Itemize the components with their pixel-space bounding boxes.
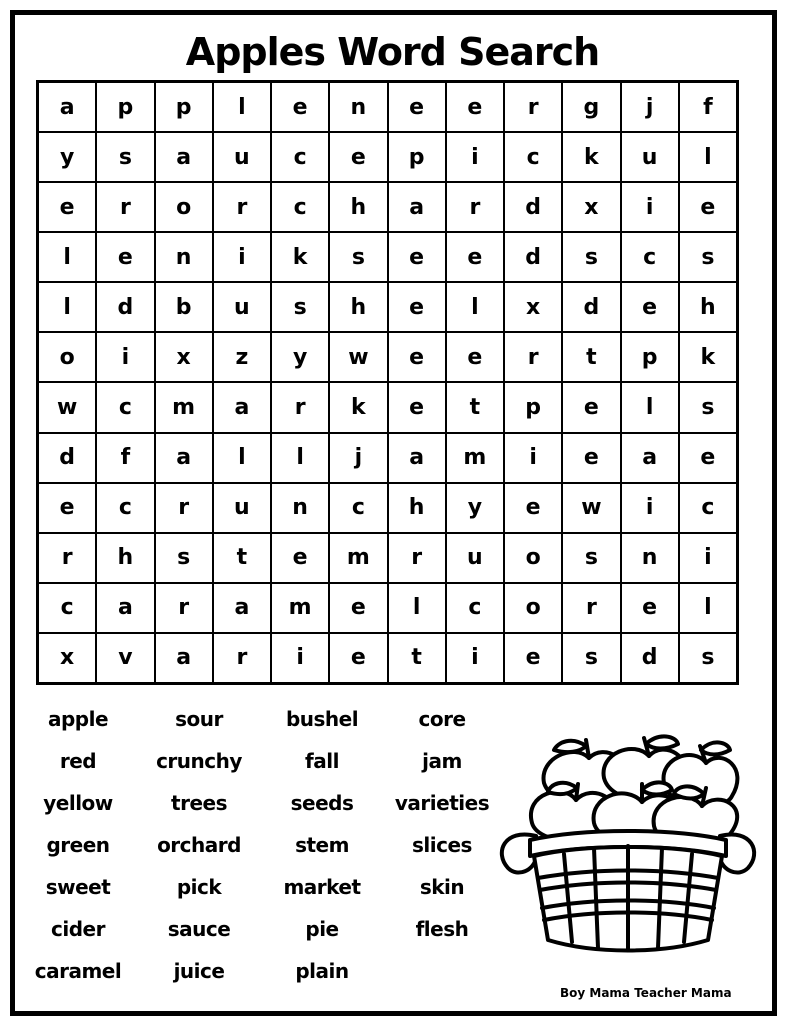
grid-cell: d <box>503 231 563 283</box>
grid-cell: s <box>154 532 214 584</box>
grid-cell: a <box>37 81 97 133</box>
grid-cell: s <box>95 131 155 183</box>
word-bank-item: flesh <box>415 917 469 941</box>
grid-cell: m <box>270 582 330 634</box>
grid-cell: k <box>561 131 621 183</box>
grid-cell: y <box>270 331 330 383</box>
grid-cell: s <box>561 632 621 684</box>
grid-cell: r <box>154 482 214 534</box>
word-bank-item: jam <box>422 749 462 773</box>
grid-cell: j <box>328 432 388 484</box>
grid-cell: x <box>561 181 621 233</box>
grid-cell: s <box>270 281 330 333</box>
page-title: Apples Word Search <box>185 30 600 74</box>
letter-grid <box>36 80 739 685</box>
grid-cell: h <box>678 281 738 333</box>
grid-cell: s <box>678 381 738 433</box>
grid-cell: e <box>270 81 330 133</box>
grid-cell: y <box>445 482 505 534</box>
grid-cell: w <box>328 331 388 383</box>
word-bank-item: stem <box>295 833 349 857</box>
grid-cell: i <box>678 532 738 584</box>
grid-cell: u <box>212 131 272 183</box>
grid-cell: r <box>212 632 272 684</box>
grid-cell: o <box>154 181 214 233</box>
grid-cell: e <box>387 381 447 433</box>
word-bank-item: yellow <box>43 791 113 815</box>
word-bank-item: sweet <box>45 875 111 899</box>
grid-cell: i <box>95 331 155 383</box>
grid-cell: r <box>212 181 272 233</box>
grid-cell: i <box>620 181 680 233</box>
grid-cell: e <box>328 632 388 684</box>
grid-cell: i <box>212 231 272 283</box>
word-bank-item: slices <box>412 833 472 857</box>
grid-cell: e <box>445 331 505 383</box>
word-bank-item: caramel <box>34 959 122 983</box>
grid-cell: n <box>154 231 214 283</box>
grid-cell: y <box>37 131 97 183</box>
grid-cell: a <box>620 432 680 484</box>
grid-cell: i <box>620 482 680 534</box>
grid-cell: h <box>95 532 155 584</box>
word-bank-item: sour <box>175 707 223 731</box>
grid-cell: w <box>561 482 621 534</box>
grid-cell: z <box>212 331 272 383</box>
grid-cell: r <box>503 81 563 133</box>
apple-basket-icon <box>494 728 762 958</box>
grid-cell: r <box>95 181 155 233</box>
grid-cell: g <box>561 81 621 133</box>
grid-cell: l <box>678 131 738 183</box>
grid-cell: h <box>328 281 388 333</box>
credit-text: Boy Mama Teacher Mama <box>560 986 732 1000</box>
grid-cell: r <box>445 181 505 233</box>
grid-cell: e <box>678 432 738 484</box>
grid-cell: a <box>212 582 272 634</box>
grid-cell: c <box>95 381 155 433</box>
grid-cell: l <box>445 281 505 333</box>
grid-cell: h <box>328 181 388 233</box>
grid-cell: k <box>678 331 738 383</box>
grid-cell: x <box>154 331 214 383</box>
grid-cell: r <box>561 582 621 634</box>
word-bank-item: red <box>59 749 97 773</box>
grid-cell: c <box>445 582 505 634</box>
grid-cell: i <box>445 131 505 183</box>
grid-cell: e <box>445 81 505 133</box>
grid-cell: d <box>561 281 621 333</box>
grid-cell: s <box>561 532 621 584</box>
grid-cell: d <box>620 632 680 684</box>
grid-cell: a <box>154 632 214 684</box>
grid-cell: t <box>561 331 621 383</box>
grid-cell: p <box>620 331 680 383</box>
grid-cell: p <box>387 131 447 183</box>
grid-cell: c <box>620 231 680 283</box>
grid-cell: r <box>270 381 330 433</box>
grid-cell: e <box>37 482 97 534</box>
grid-cell: p <box>503 381 563 433</box>
grid-cell: i <box>503 432 563 484</box>
grid-cell: p <box>154 81 214 133</box>
grid-cell: m <box>328 532 388 584</box>
grid-cell: e <box>503 482 563 534</box>
grid-cell: s <box>678 632 738 684</box>
word-bank-item: juice <box>173 959 225 983</box>
grid-cell: t <box>445 381 505 433</box>
grid-cell: c <box>270 131 330 183</box>
grid-cell: k <box>270 231 330 283</box>
word-bank-item: market <box>283 875 361 899</box>
word-bank-item: green <box>46 833 110 857</box>
word-bank-item: crunchy <box>156 749 242 773</box>
grid-cell: a <box>387 432 447 484</box>
grid-cell: p <box>95 81 155 133</box>
grid-cell: j <box>620 81 680 133</box>
grid-cell: e <box>387 81 447 133</box>
grid-cell: l <box>37 281 97 333</box>
word-bank-item: varieties <box>394 791 490 815</box>
grid-cell: b <box>154 281 214 333</box>
word-bank-item: orchard <box>157 833 241 857</box>
grid-cell: u <box>212 482 272 534</box>
grid-cell: r <box>503 331 563 383</box>
grid-cell: n <box>328 81 388 133</box>
grid-cell: e <box>620 281 680 333</box>
word-bank <box>30 698 500 990</box>
grid-cell: l <box>270 432 330 484</box>
grid-cell: c <box>270 181 330 233</box>
word-bank-item: pie <box>305 917 339 941</box>
grid-cell: c <box>95 482 155 534</box>
word-bank-item: fall <box>305 749 339 773</box>
word-bank-item: core <box>418 707 466 731</box>
grid-cell: e <box>37 181 97 233</box>
word-bank-item: trees <box>171 791 227 815</box>
grid-cell: x <box>503 281 563 333</box>
grid-cell: n <box>270 482 330 534</box>
grid-cell: e <box>561 432 621 484</box>
grid-cell: e <box>387 281 447 333</box>
grid-cell: e <box>445 231 505 283</box>
grid-cell: e <box>503 632 563 684</box>
grid-cell: n <box>620 532 680 584</box>
grid-cell: o <box>503 582 563 634</box>
grid-cell: v <box>95 632 155 684</box>
grid-cell: l <box>212 432 272 484</box>
grid-cell: e <box>95 231 155 283</box>
grid-cell: e <box>387 331 447 383</box>
grid-cell: a <box>95 582 155 634</box>
grid-cell: c <box>37 582 97 634</box>
word-bank-item: sauce <box>167 917 231 941</box>
grid-cell: r <box>37 532 97 584</box>
word-bank-item: seeds <box>290 791 354 815</box>
grid-cell: m <box>445 432 505 484</box>
grid-cell: c <box>503 131 563 183</box>
grid-cell: t <box>387 632 447 684</box>
grid-cell: t <box>212 532 272 584</box>
grid-cell: u <box>620 131 680 183</box>
grid-cell: l <box>678 582 738 634</box>
grid-cell: d <box>95 281 155 333</box>
grid-cell: a <box>212 381 272 433</box>
word-bank-item: cider <box>51 917 105 941</box>
grid-cell: a <box>387 181 447 233</box>
grid-cell: a <box>154 131 214 183</box>
word-bank-item: pick <box>176 875 222 899</box>
grid-cell: r <box>154 582 214 634</box>
grid-cell: l <box>620 381 680 433</box>
word-bank-item: apple <box>47 707 109 731</box>
grid-cell: e <box>387 231 447 283</box>
grid-cell: m <box>154 381 214 433</box>
grid-cell: e <box>620 582 680 634</box>
grid-cell: a <box>154 432 214 484</box>
grid-cell: s <box>561 231 621 283</box>
grid-cell: d <box>37 432 97 484</box>
grid-cell: e <box>270 532 330 584</box>
grid-cell: c <box>678 482 738 534</box>
grid-cell: i <box>270 632 330 684</box>
grid-cell: e <box>561 381 621 433</box>
grid-cell: f <box>95 432 155 484</box>
grid-cell: l <box>212 81 272 133</box>
grid-cell: d <box>503 181 563 233</box>
grid-cell: i <box>445 632 505 684</box>
grid-cell: f <box>678 81 738 133</box>
grid-cell: o <box>503 532 563 584</box>
word-bank-item <box>372 950 512 992</box>
grid-cell: c <box>328 482 388 534</box>
grid-cell: r <box>387 532 447 584</box>
grid-cell: e <box>328 131 388 183</box>
grid-cell: u <box>445 532 505 584</box>
grid-cell: s <box>328 231 388 283</box>
grid-cell: s <box>678 231 738 283</box>
grid-cell: e <box>678 181 738 233</box>
grid-cell: h <box>387 482 447 534</box>
word-bank-item: skin <box>419 875 465 899</box>
grid-cell: w <box>37 381 97 433</box>
grid-cell: o <box>37 331 97 383</box>
grid-cell: e <box>328 582 388 634</box>
grid-cell: k <box>328 381 388 433</box>
grid-cell: u <box>212 281 272 333</box>
word-bank-item: plain <box>295 959 349 983</box>
word-bank-item: bushel <box>285 707 359 731</box>
grid-cell: x <box>37 632 97 684</box>
grid-cell: l <box>387 582 447 634</box>
grid-cell: l <box>37 231 97 283</box>
